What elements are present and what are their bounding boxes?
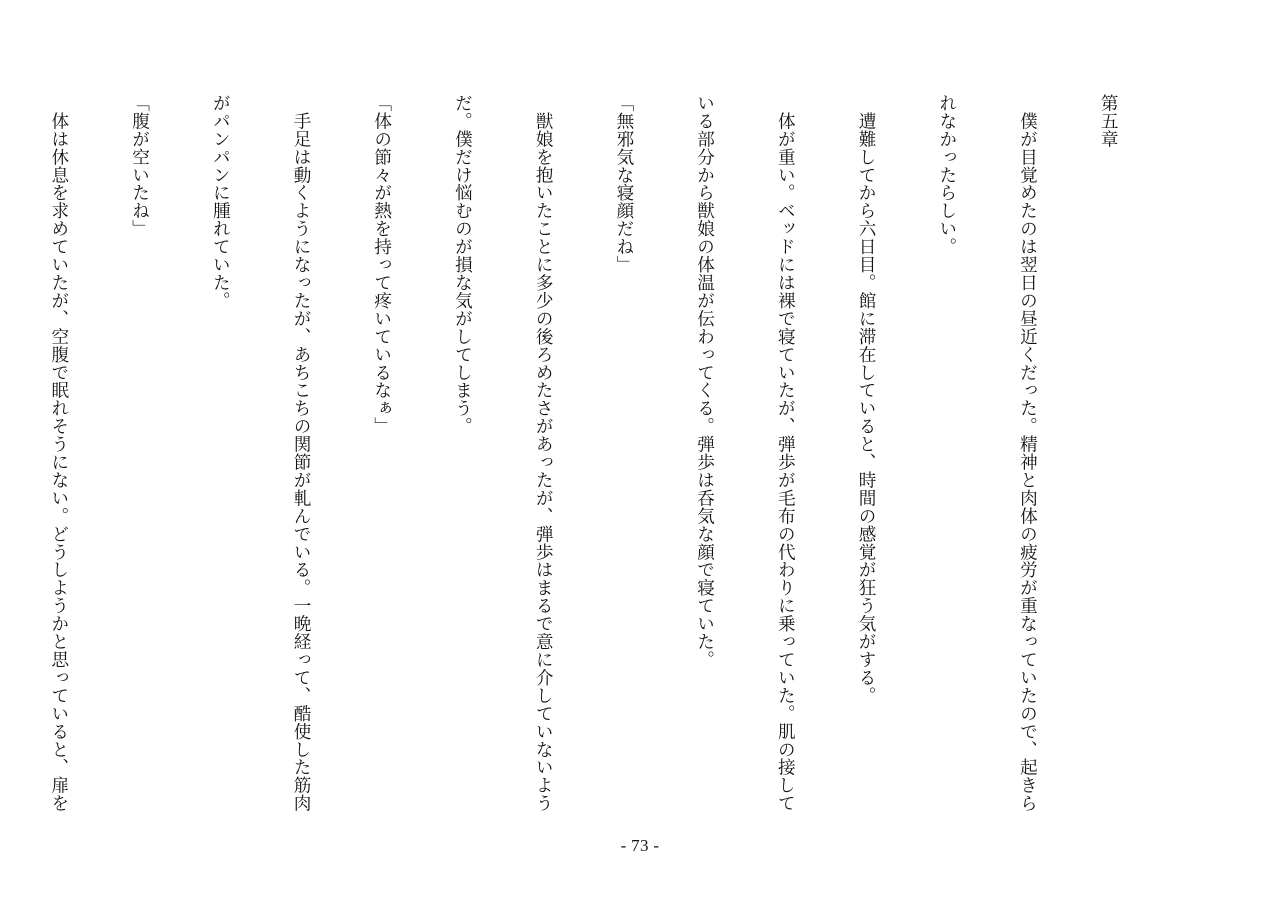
text-line: 遭難してから六日目。館に滞在していると、時間の感覚が狂う気がする。 [856,94,877,705]
chapter-title: 第五章 [1098,94,1119,148]
text-line: 僕が目覚めたのは翌日の昼近くだった。精神と肉体の疲労が重なっていたので、起きら [1017,94,1038,813]
text-line: だ。僕だけ悩むのが損な気がしてしまう。 [452,94,473,436]
text-line: 「無邪気な寝顔だね」 [613,94,634,274]
text-line: 体は休息を求めていたが、空腹で眠れそうにない。どうしようかと思っていると、扉を [48,94,69,813]
text-line: 獣娘を抱いたことに多少の後ろめたさがあったが、弾歩はまるで意に介していないよう [533,94,554,813]
page-number: - 73 - [620,836,660,855]
text-line: 体が重い。ベッドには裸で寝ていたが、弾歩が毛布の代わりに乗っていた。肌の接して [775,94,796,813]
text-line: 「腹が空いたね」 [129,94,150,238]
text-line: 「体の節々が熱を持って疼いているなぁ」 [371,94,392,436]
text-line: 手足は動くようになったが、あちこちの関節が軋んでいる。一晩経って、酷使した筋肉 [291,94,311,813]
text-line: れなかったらしい。 [936,94,957,256]
text-line: いる部分から獣娘の体温が伝わってくる。弾歩は呑気な顔で寝ていた。 [694,94,715,669]
text-line: がパンパンに腫れていた。 [210,94,231,310]
vertical-text-block [0,94,1175,816]
